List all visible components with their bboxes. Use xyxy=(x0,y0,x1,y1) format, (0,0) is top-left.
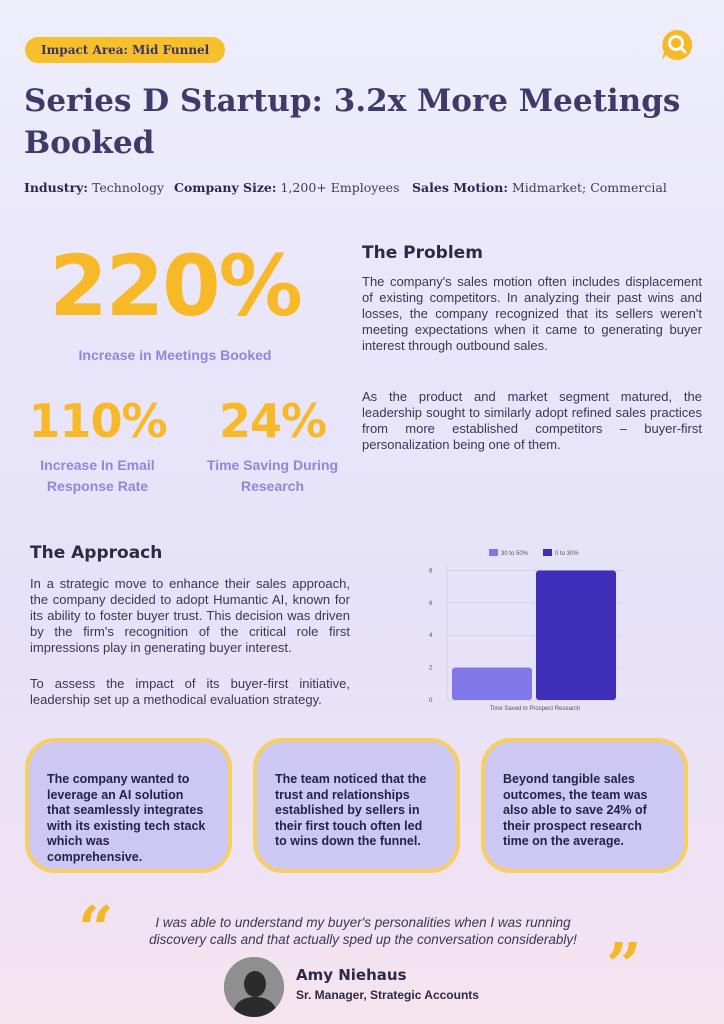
insight-card-1 xyxy=(25,738,232,873)
sales-motion-value: Midmarket; Commercial xyxy=(511,180,667,195)
email-response-stat-value: 110% xyxy=(28,394,167,448)
sales-motion-meta xyxy=(412,180,667,195)
insight-card-3-text: Beyond tangible sales outcomes, the team was also able to save 24% of their prospect research time on the average. xyxy=(503,772,648,848)
page-title: Series D Startup: 3.2x More Meetings Booked xyxy=(24,83,681,161)
sales-motion-label: Sales Motion: xyxy=(412,180,508,195)
company-size-value: 1,200+ Employees xyxy=(280,180,400,195)
chart-legend-swatch xyxy=(489,549,498,556)
email-response-label-line-2: Response Rate xyxy=(46,478,149,494)
testimonial-quote: I was able to understand my buyer's personalities when I was running discovery calls and that actually sped up the conversation considerably! xyxy=(149,915,577,947)
chart-legend-swatch xyxy=(543,549,552,556)
time-saved-chart-svg xyxy=(415,540,625,715)
chart-y-tick-label: 4 xyxy=(429,633,433,640)
impact-area-pill: Impact Area: Mid Funnel xyxy=(25,37,225,63)
testimonial-author-role: Sr. Manager, Strategic Accounts xyxy=(296,988,479,1002)
company-size-label: Company Size: xyxy=(174,180,277,195)
time-saving-stat-value: 24% xyxy=(218,394,327,448)
chart-legend-label: 0 to 30% xyxy=(555,551,579,557)
problem-heading: The Problem xyxy=(362,243,483,263)
email-response-label-line-1: Increase In Email xyxy=(40,457,155,473)
close-quote-icon: ” xyxy=(606,929,642,1002)
meetings-stat-value: 220% xyxy=(49,237,301,335)
company-size-meta xyxy=(174,180,400,195)
insight-card-3 xyxy=(481,738,688,873)
chart-y-tick-label: 0 xyxy=(429,698,433,704)
chart-y-tick-label: 8 xyxy=(429,568,433,575)
insight-card-2 xyxy=(253,738,460,873)
chart-legend-label: 30 to 50% xyxy=(501,551,529,557)
industry-label: Industry: xyxy=(24,180,89,195)
chart-x-tick-label: Time Saved in Prospect Research xyxy=(489,706,581,712)
industry-meta xyxy=(24,180,164,195)
email-response-stat-label xyxy=(20,455,175,497)
open-quote-icon: “ xyxy=(78,892,114,965)
time-saved-chart xyxy=(415,540,625,715)
insight-card-2-text: The team noticed that the trust and relationships established by sellers in their first touch often led to wins down the funnel. xyxy=(275,772,427,848)
avatar xyxy=(224,957,284,1017)
chart-bar xyxy=(536,570,616,700)
chart-y-tick-label: 2 xyxy=(429,665,433,672)
industry-value: Technology xyxy=(92,180,165,195)
time-saving-label-line-1: Time Saving During xyxy=(206,457,339,473)
insight-card-1-text: The company wanted to leverage an AI solution that seamlessly integrates with its existing tech stack which was comprehensive. xyxy=(47,772,206,864)
testimonial-author-name: Amy Niehaus xyxy=(296,966,407,984)
time-saving-stat-label xyxy=(195,455,350,497)
chart-y-tick-label: 6 xyxy=(429,600,433,607)
problem-paragraph-2: As the product and market segment matured, the leadership sought to similarly adopt refined sales practices from more established competitors – buyer-first personalization being one of them. xyxy=(362,389,702,452)
chart-bar xyxy=(452,668,532,700)
approach-paragraph-2: To assess the impact of its buyer-first initiative, leadership set up a methodical evaluation strategy. xyxy=(30,676,350,707)
approach-heading: The Approach xyxy=(30,543,163,563)
meetings-stat-label: Increase in Meetings Booked xyxy=(78,347,272,363)
approach-paragraph-1: In a strategic move to enhance their sales approach, the company decided to adopt Humantic AI, known for its ability to foster buyer trust. This decision was driven by the firm's recognition of the critical role first impressions play in generating buyer interest. xyxy=(30,576,350,655)
problem-paragraph-1: The company's sales motion often includes displacement of existing competitors. In analyzing their past wins and losses, the company recognized that its sellers weren't meeting expectations when it came to generating buyer interest through outbound sales. xyxy=(362,274,702,353)
search-chat-icon xyxy=(659,27,695,63)
time-saving-label-line-2: Research xyxy=(240,478,305,494)
